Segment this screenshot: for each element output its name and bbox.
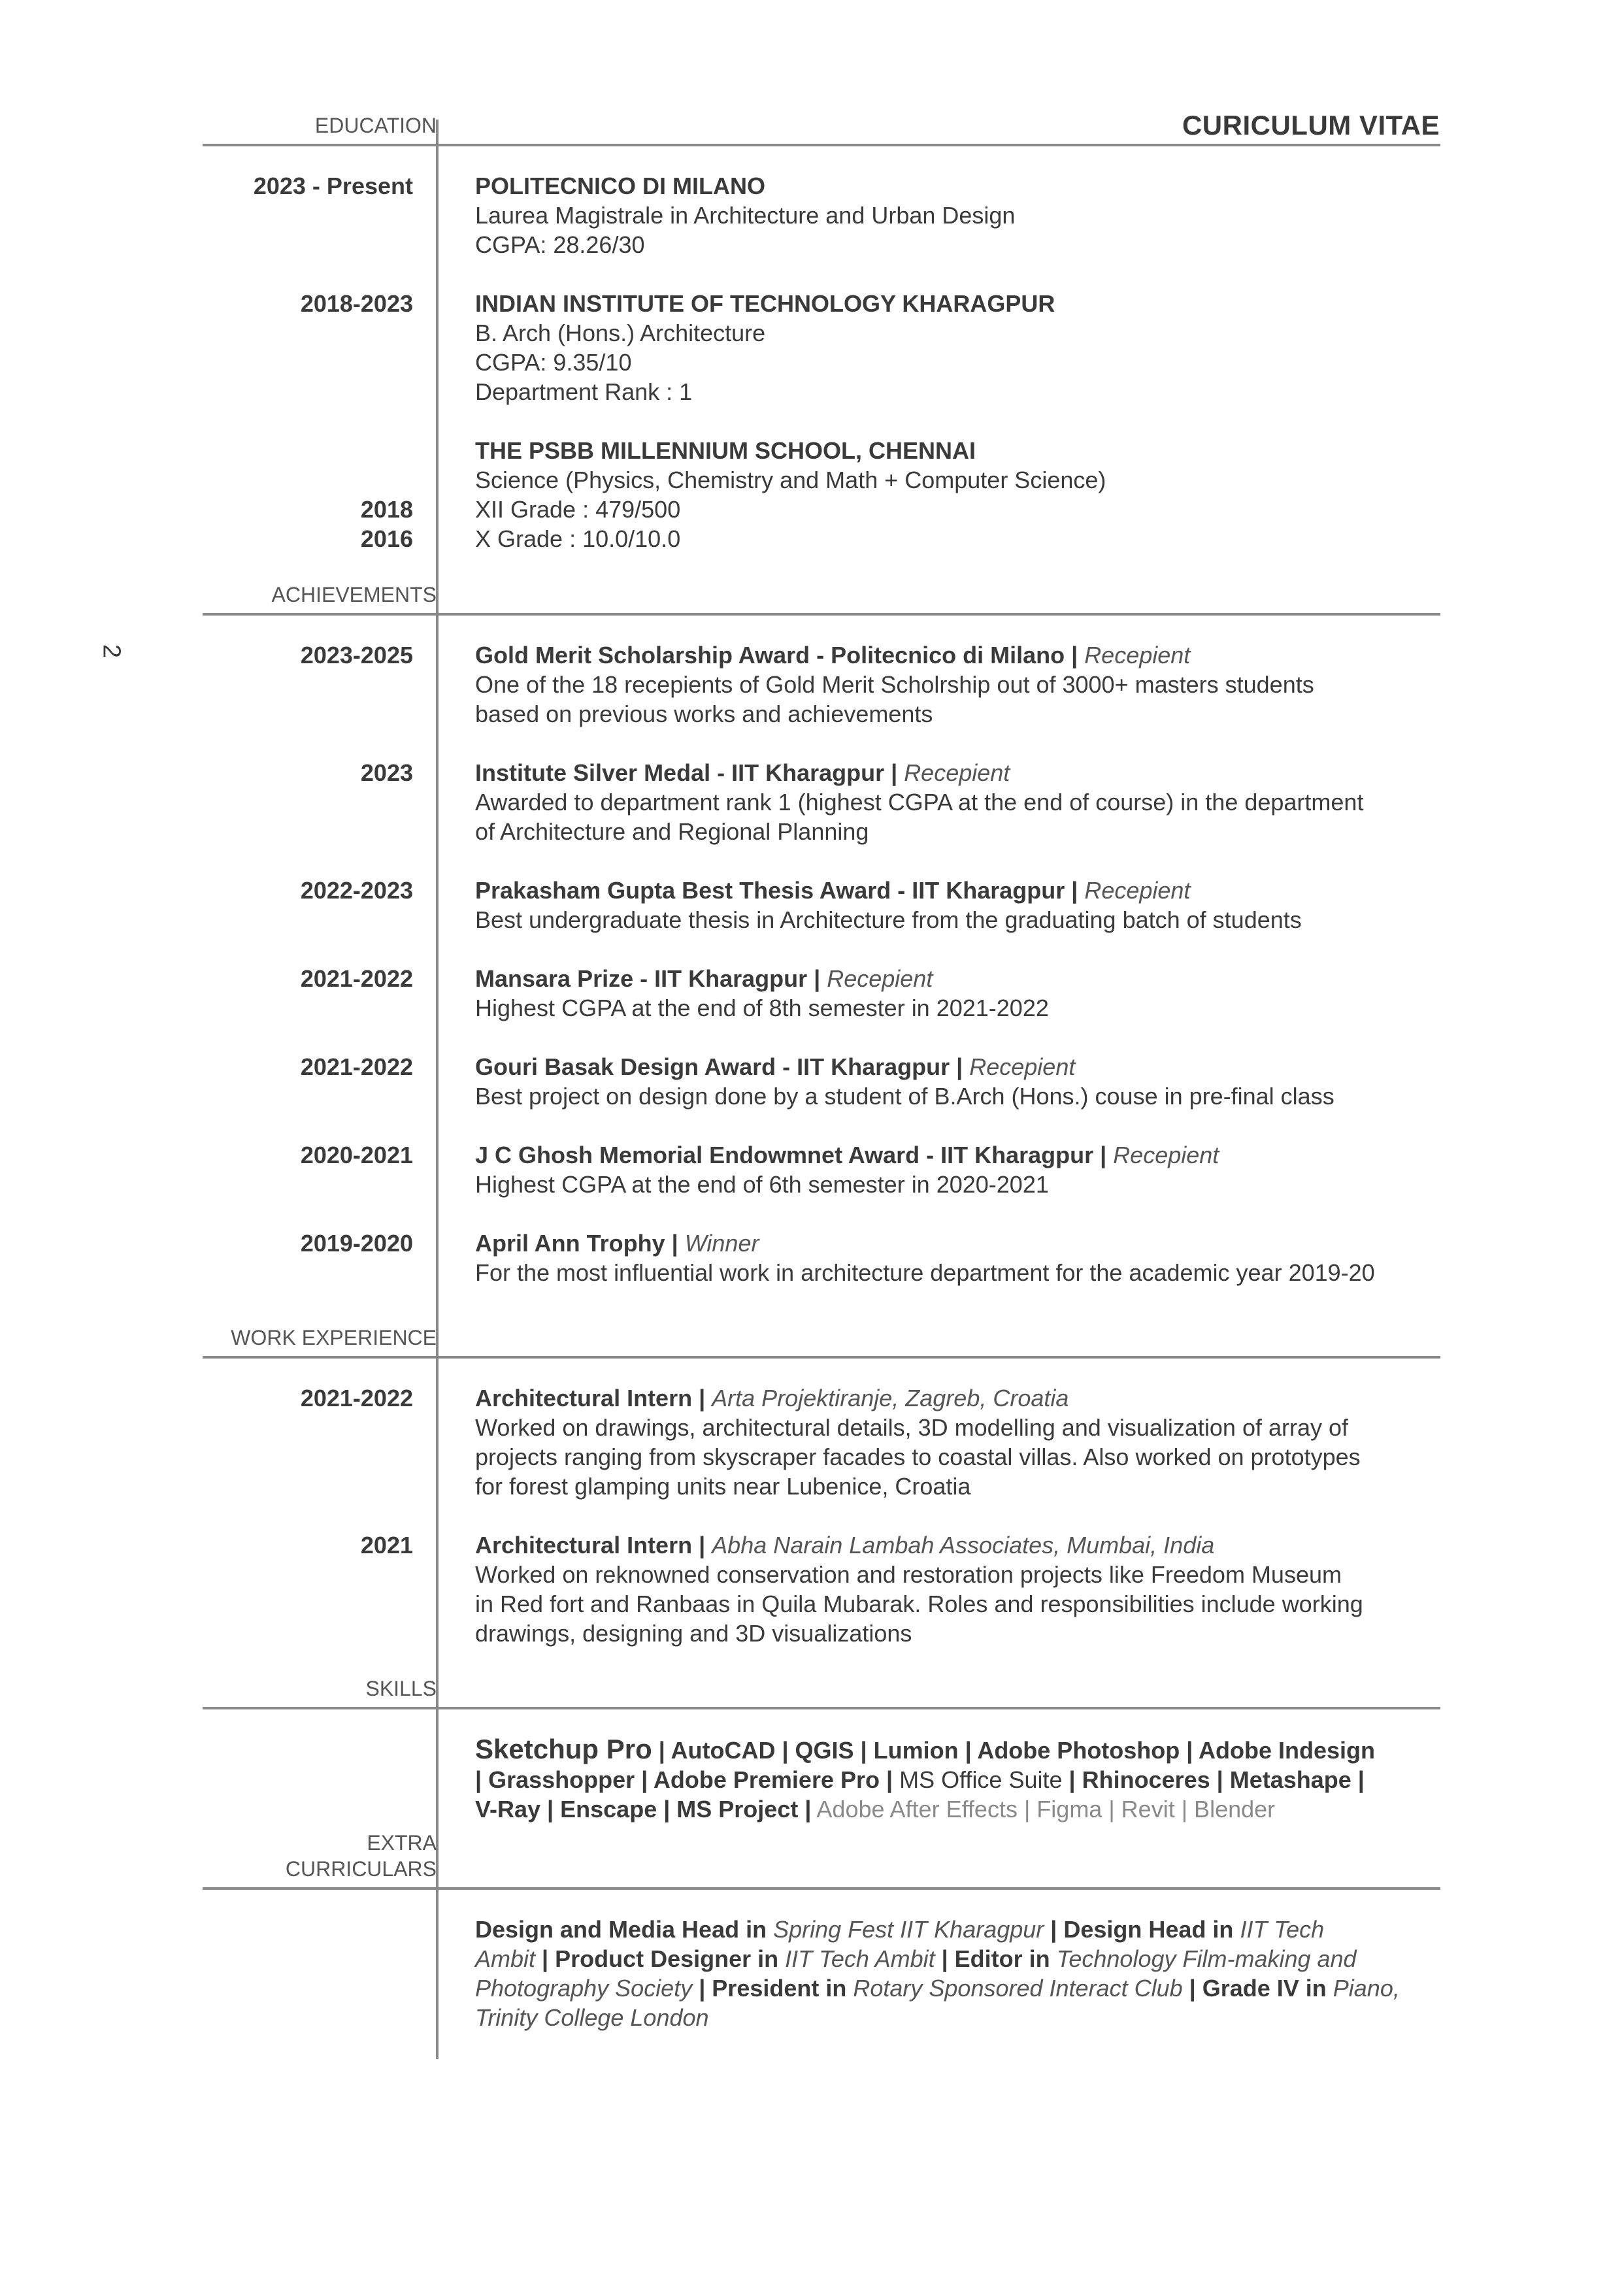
- entry-date: 2023-2025: [300, 642, 413, 668]
- entry-title: Prakasham Gupta Best Thesis Award - IIT Kharagpur: [475, 877, 1065, 904]
- document-title: CURICULUM VITAE: [1182, 110, 1440, 140]
- entry-line: based on previous works and achievements: [475, 701, 933, 727]
- primary-skill: Sketchup Pro: [475, 1734, 652, 1764]
- achievement-entry: [203, 876, 1440, 934]
- entry-role: Recepient: [1113, 1142, 1219, 1168]
- entry-line: X Grade : 10.0/10.0: [475, 525, 681, 552]
- title-separator: |: [1093, 1142, 1114, 1168]
- entry-line: Worked on drawings, architectural details, 3D modelling and visualization of array of: [475, 1414, 1349, 1441]
- work-entry: [203, 1530, 1440, 1648]
- education-entry: [203, 289, 1440, 406]
- entry-line: Science (Physics, Chemistry and Math + Computer Science): [475, 467, 1106, 493]
- entry-role: Recepient: [1084, 642, 1191, 668]
- entry-title: Mansara Prize - IIT Kharagpur: [475, 965, 808, 992]
- entry-line: CGPA: 9.35/10: [475, 349, 632, 376]
- entry-line: Laurea Magistrale in Architecture and Urban Design: [475, 202, 1016, 229]
- entry-line: For the most influential work in architecture department for the academic year 2019-20: [475, 1259, 1375, 1286]
- entry-title: INDIAN INSTITUTE OF TECHNOLOGY KHARAGPUR: [475, 290, 1055, 317]
- entry-date: 2023 - Present: [253, 173, 413, 199]
- section-label-skills: SKILLS: [365, 1677, 437, 1700]
- extra-role: | President in: [692, 1975, 853, 2002]
- extra-role: | Editor in: [935, 1945, 1057, 1972]
- entry-line: projects ranging from skyscraper facades to coastal villas. Also worked on prototypes: [475, 1443, 1361, 1470]
- entry-line: for forest glamping units near Lubenice, Croatia: [475, 1473, 971, 1500]
- title-separator: |: [1065, 642, 1085, 668]
- extra-role: | Design Head in: [1044, 1916, 1240, 1943]
- entry-title: Institute Silver Medal - IIT Kharagpur: [475, 759, 885, 786]
- extra-curriculars-text: [475, 1915, 1440, 2032]
- page-number: 2: [97, 644, 125, 659]
- education-section: [203, 111, 1440, 583]
- entry-date: 2023: [360, 759, 413, 786]
- achievement-entry: [203, 1140, 1440, 1199]
- entry-date: 2018-2023: [300, 290, 413, 317]
- extra-role: | Grade IV in: [1182, 1975, 1333, 2002]
- entry-line: CGPA: 28.26/30: [475, 231, 645, 258]
- entry-date: 2019-2020: [300, 1230, 413, 1257]
- extra-role: | Product Designer in: [535, 1945, 786, 1972]
- achievement-entry: [203, 1229, 1440, 1287]
- entry-line: B. Arch (Hons.) Architecture: [475, 320, 766, 346]
- title-separator: |: [692, 1532, 712, 1559]
- work-experience-section: [203, 1323, 1440, 1677]
- extra-curriculars-section: [203, 1831, 1440, 2032]
- entry-title: Gold Merit Scholarship Award - Politecnico di Milano: [475, 642, 1065, 668]
- extra-org: Spring Fest IIT Kharagpur: [773, 1916, 1044, 1943]
- title-separator: |: [950, 1053, 970, 1080]
- skills-list: [475, 1734, 1440, 1824]
- extra-org: Piano,: [1333, 1975, 1400, 2002]
- extra-org: Technology Film-making and: [1056, 1945, 1357, 1972]
- entry-date: 2021-2022: [300, 1385, 413, 1411]
- title-separator: |: [1065, 877, 1085, 904]
- entry-title: POLITECNICO DI MILANO: [475, 173, 765, 199]
- entry-date: 2020-2021: [300, 1142, 413, 1168]
- entry-line: drawings, designing and 3D visualizations: [475, 1620, 912, 1647]
- education-entry: [203, 171, 1440, 259]
- extra-role: Design and Media Head in: [475, 1916, 774, 1943]
- entry-line: XII Grade : 479/500: [475, 496, 681, 523]
- entry-role: Recepient: [1084, 877, 1191, 904]
- achievements-section: [203, 580, 1440, 1317]
- entry-title: April Ann Trophy: [475, 1230, 665, 1257]
- extra-org: IIT Tech: [1240, 1916, 1325, 1943]
- entry-role: Winner: [684, 1230, 759, 1257]
- section-label-line: CURRICULARS: [285, 1857, 437, 1881]
- skills-line: MS Office Suite: [893, 1766, 1069, 1793]
- entry-line: Highest CGPA at the end of 6th semester in 2020-2021: [475, 1171, 1049, 1198]
- entry-date: 2018: [360, 496, 413, 523]
- entry-line: Department Rank : 1: [475, 378, 693, 405]
- entry-title: Gouri Basak Design Award - IIT Kharagpur: [475, 1053, 950, 1080]
- entry-date: 2016: [360, 525, 413, 552]
- entry-line: of Architecture and Regional Planning: [475, 818, 869, 845]
- entry-date: 2021: [360, 1532, 413, 1559]
- entry-role: Abha Narain Lambah Associates, Mumbai, India: [712, 1532, 1215, 1559]
- entry-date: 2021-2022: [300, 1053, 413, 1080]
- extra-org: Photography Society: [475, 1975, 693, 2002]
- entry-title: Architectural Intern: [475, 1385, 693, 1411]
- achievement-entry: [203, 758, 1440, 846]
- extra-org: IIT Tech Ambit: [785, 1945, 935, 1972]
- entry-role: Recepient: [827, 965, 933, 992]
- section-label-achievements: ACHIEVEMENTS: [271, 583, 437, 606]
- entry-role: Recepient: [904, 759, 1010, 786]
- title-separator: |: [665, 1230, 685, 1257]
- entry-line: Highest CGPA at the end of 8th semester in 2021-2022: [475, 995, 1049, 1021]
- entry-line: Best project on design done by a student of B.Arch (Hons.) couse in pre-final class: [475, 1083, 1334, 1110]
- entry-title: J C Ghosh Memorial Endowmnet Award - IIT Kharagpur: [475, 1142, 1094, 1168]
- entry-role: Arta Projektiranje, Zagreb, Croatia: [712, 1385, 1069, 1411]
- entry-role: Recepient: [969, 1053, 1076, 1080]
- entry-line: Worked on reknowned conservation and restoration projects like Freedom Museum: [475, 1561, 1342, 1588]
- section-label-line: EXTRA: [367, 1831, 437, 1855]
- skills-line-muted: Adobe After Effects | Figma | Revit | Blender: [811, 1796, 1276, 1823]
- extra-org: Trinity College London: [475, 2004, 709, 2031]
- entry-title: Architectural Intern: [475, 1532, 693, 1559]
- entry-date: 2021-2022: [300, 965, 413, 992]
- section-label-extra-curriculars: [240, 1830, 437, 1882]
- achievement-entry: [203, 1052, 1440, 1111]
- entry-title: THE PSBB MILLENNIUM SCHOOL, CHENNAI: [475, 437, 976, 464]
- title-separator: |: [692, 1385, 712, 1411]
- entry-date: 2022-2023: [300, 877, 413, 904]
- entry-line: Best undergraduate thesis in Architecture from the graduating batch of students: [475, 906, 1302, 933]
- title-separator: |: [807, 965, 827, 992]
- extra-org: Ambit: [475, 1945, 536, 1972]
- skills-line: | Rhinoceres | Metashape |: [1069, 1766, 1365, 1793]
- section-label-education: EDUCATION: [314, 114, 437, 137]
- skills-line: V-Ray | Enscape | MS Project |: [475, 1796, 812, 1823]
- entry-line: One of the 18 recepients of Gold Merit Scholrship out of 3000+ masters students: [475, 671, 1314, 698]
- entry-line: in Red fort and Ranbaas in Quila Mubarak. Roles and responsibilities include working: [475, 1591, 1363, 1617]
- entry-line: Awarded to department rank 1 (highest CGPA at the end of course) in the department: [475, 789, 1364, 816]
- education-entry: [203, 436, 1440, 553]
- title-separator: |: [884, 759, 904, 786]
- achievement-entry: [203, 640, 1440, 729]
- work-entry: [203, 1383, 1440, 1501]
- skills-line: | Grasshopper | Adobe Premiere Pro |: [475, 1766, 893, 1793]
- achievement-entry: [203, 964, 1440, 1023]
- extra-org: Rotary Sponsored Interact Club: [853, 1975, 1183, 2002]
- skills-section: [203, 1674, 1440, 1824]
- skills-line: | AutoCAD | QGIS | Lumion | Adobe Photoshop | Adobe Indesign: [652, 1737, 1376, 1764]
- section-label-work-experience: WORK EXPERIENCE: [231, 1326, 437, 1349]
